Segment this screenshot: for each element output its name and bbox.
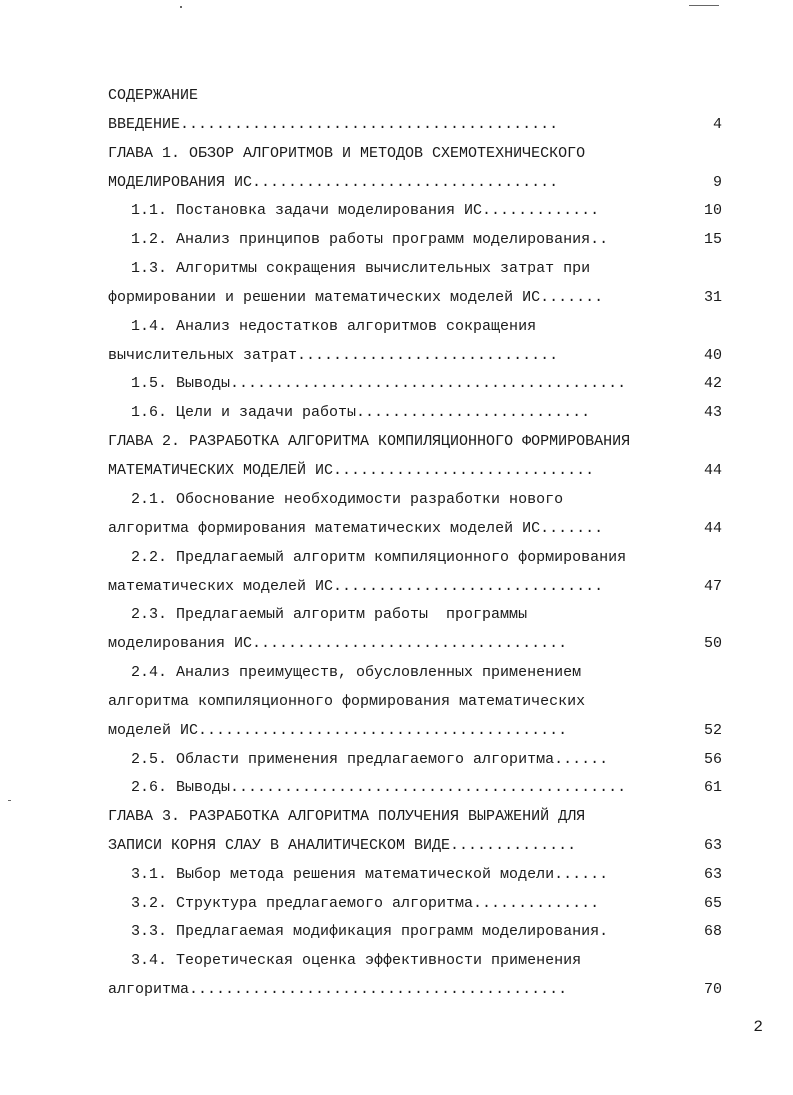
toc-entry: [0, 835, 793, 857]
toc-entry-text: алгоритма формирования математических моделей ИС.......: [108, 520, 604, 537]
toc-entry-text: 3.4. Теоретическая оценка эффективности применения: [131, 952, 582, 969]
page-number: 2: [753, 1018, 763, 1036]
toc-entry-text: моделирования ИС...................................: [108, 635, 568, 652]
toc-entry-page: 68: [703, 923, 722, 940]
toc-entry-page: 9: [712, 174, 722, 191]
toc-entry-text: МАТЕМАТИЧЕСКИХ МОДЕЛЕЙ ИС.............................: [108, 462, 595, 479]
toc-entry: [0, 979, 793, 1001]
scan-speck: [180, 6, 182, 8]
toc-entry: [0, 489, 793, 511]
toc-entry-text: 2.4. Анализ преимуществ, обусловленных применением: [131, 664, 582, 681]
toc-entry: [0, 258, 793, 280]
toc-entry-page: 4: [712, 116, 722, 133]
toc-entry-text: ГЛАВА 3. РАЗРАБОТКА АЛГОРИТМА ПОЛУЧЕНИЯ ВЫРАЖЕНИЙ ДЛЯ: [108, 808, 586, 825]
toc-entry-text: 3.3. Предлагаемая модификация программ моделирования.: [131, 923, 609, 940]
toc-entry: [0, 921, 793, 943]
toc-entry: [0, 604, 793, 626]
toc-entry-text: 3.2. Структура предлагаемого алгоритма..............: [131, 895, 600, 912]
toc-entry-page: 65: [703, 895, 722, 912]
toc-entry-page: 31: [703, 289, 722, 306]
toc-entry: [0, 114, 793, 136]
toc-entry: [0, 691, 793, 713]
toc-entry: [0, 893, 793, 915]
toc-entry-text: 2.2. Предлагаемый алгоритм компиляционного формирования: [131, 549, 627, 566]
toc-entry: [0, 633, 793, 655]
toc-entry: [0, 200, 793, 222]
toc-entry-text: алгоритма компиляционного формирования математических: [108, 693, 586, 710]
toc-entry-text: 1.5. Выводы............................................: [131, 375, 627, 392]
toc-entry-page: 42: [703, 375, 722, 392]
toc-entry-text: вычислительных затрат.............................: [108, 347, 559, 364]
toc-entry-text: 1.1. Постановка задачи моделирования ИС.............: [131, 202, 600, 219]
toc-heading: СОДЕРЖАНИЕ: [108, 87, 199, 104]
toc-entry-text: ВВЕДЕНИЕ..........................................: [108, 116, 559, 133]
toc-entry: [0, 518, 793, 540]
toc-entry-text: моделей ИС.........................................: [108, 722, 568, 739]
toc-entry: [0, 777, 793, 799]
toc-entry-text: математических моделей ИС..............................: [108, 578, 604, 595]
toc-entry-text: формировании и решении математических моделей ИС.......: [108, 289, 604, 306]
toc-entry-page: 50: [703, 635, 722, 652]
toc-entry-text: ГЛАВА 1. ОБЗОР АЛГОРИТМОВ И МЕТОДОВ СХЕМОТЕХНИЧЕСКОГО: [108, 145, 586, 162]
toc-entry: [0, 864, 793, 886]
toc-entry: [0, 806, 793, 828]
toc-entry-text: 3.1. Выбор метода решения математической модели......: [131, 866, 609, 883]
toc-entry-page: 43: [703, 404, 722, 421]
toc-entry: [0, 431, 793, 453]
toc-entry: [0, 547, 793, 569]
toc-entry: [0, 460, 793, 482]
toc-entry-text: алгоритма..........................................: [108, 981, 568, 998]
toc-entry-page: 44: [703, 520, 722, 537]
scan-speck: [8, 800, 11, 801]
toc-entry: [0, 576, 793, 598]
toc-entry: [0, 662, 793, 684]
toc-entry-text: 2.1. Обоснование необходимости разработки нового: [131, 491, 564, 508]
toc-entry-page: 52: [703, 722, 722, 739]
toc-entry-page: 70: [703, 981, 722, 998]
toc-entry-text: 2.3. Предлагаемый алгоритм работы программы: [131, 606, 528, 623]
toc-entry-page: 40: [703, 347, 722, 364]
toc-entry-text: ГЛАВА 2. РАЗРАБОТКА АЛГОРИТМА КОМПИЛЯЦИОННОГО ФОРМИРОВАНИЯ: [108, 433, 631, 450]
toc-entry-page: 47: [703, 578, 722, 595]
toc-entry: [0, 720, 793, 742]
toc-entry-text: ЗАПИСИ КОРНЯ СЛАУ В АНАЛИТИЧЕСКОМ ВИДЕ..............: [108, 837, 577, 854]
toc-entry-text: 1.3. Алгоритмы сокращения вычислительных затрат при: [131, 260, 591, 277]
scan-speck: [689, 5, 719, 6]
toc-entry-text: 1.6. Цели и задачи работы..........................: [131, 404, 591, 421]
toc-entry: [0, 749, 793, 771]
toc-entry-text: 2.6. Выводы............................................: [131, 779, 627, 796]
toc-entry-page: 61: [703, 779, 722, 796]
toc-entry-page: 15: [703, 231, 722, 248]
toc-entry-page: 63: [703, 837, 722, 854]
toc-entry-page: 63: [703, 866, 722, 883]
toc-entry-page: 10: [703, 202, 722, 219]
toc-entry: [0, 143, 793, 165]
toc-entry: [0, 950, 793, 972]
toc-entry: [0, 402, 793, 424]
toc-entry-text: 2.5. Области применения предлагаемого алгоритма......: [131, 751, 609, 768]
toc-entry: [0, 229, 793, 251]
toc-entry: [0, 316, 793, 338]
toc-entry-text: МОДЕЛИРОВАНИЯ ИС..................................: [108, 174, 559, 191]
toc-entry-text: 1.4. Анализ недостатков алгоритмов сокращения: [131, 318, 537, 335]
toc-entry: [0, 287, 793, 309]
toc-entry-page: 44: [703, 462, 722, 479]
toc-entry: [0, 172, 793, 194]
toc-entry: [0, 373, 793, 395]
toc-entry: [0, 345, 793, 367]
toc-entry-text: 1.2. Анализ принципов работы программ моделирования..: [131, 231, 609, 248]
toc-entry-page: 56: [703, 751, 722, 768]
